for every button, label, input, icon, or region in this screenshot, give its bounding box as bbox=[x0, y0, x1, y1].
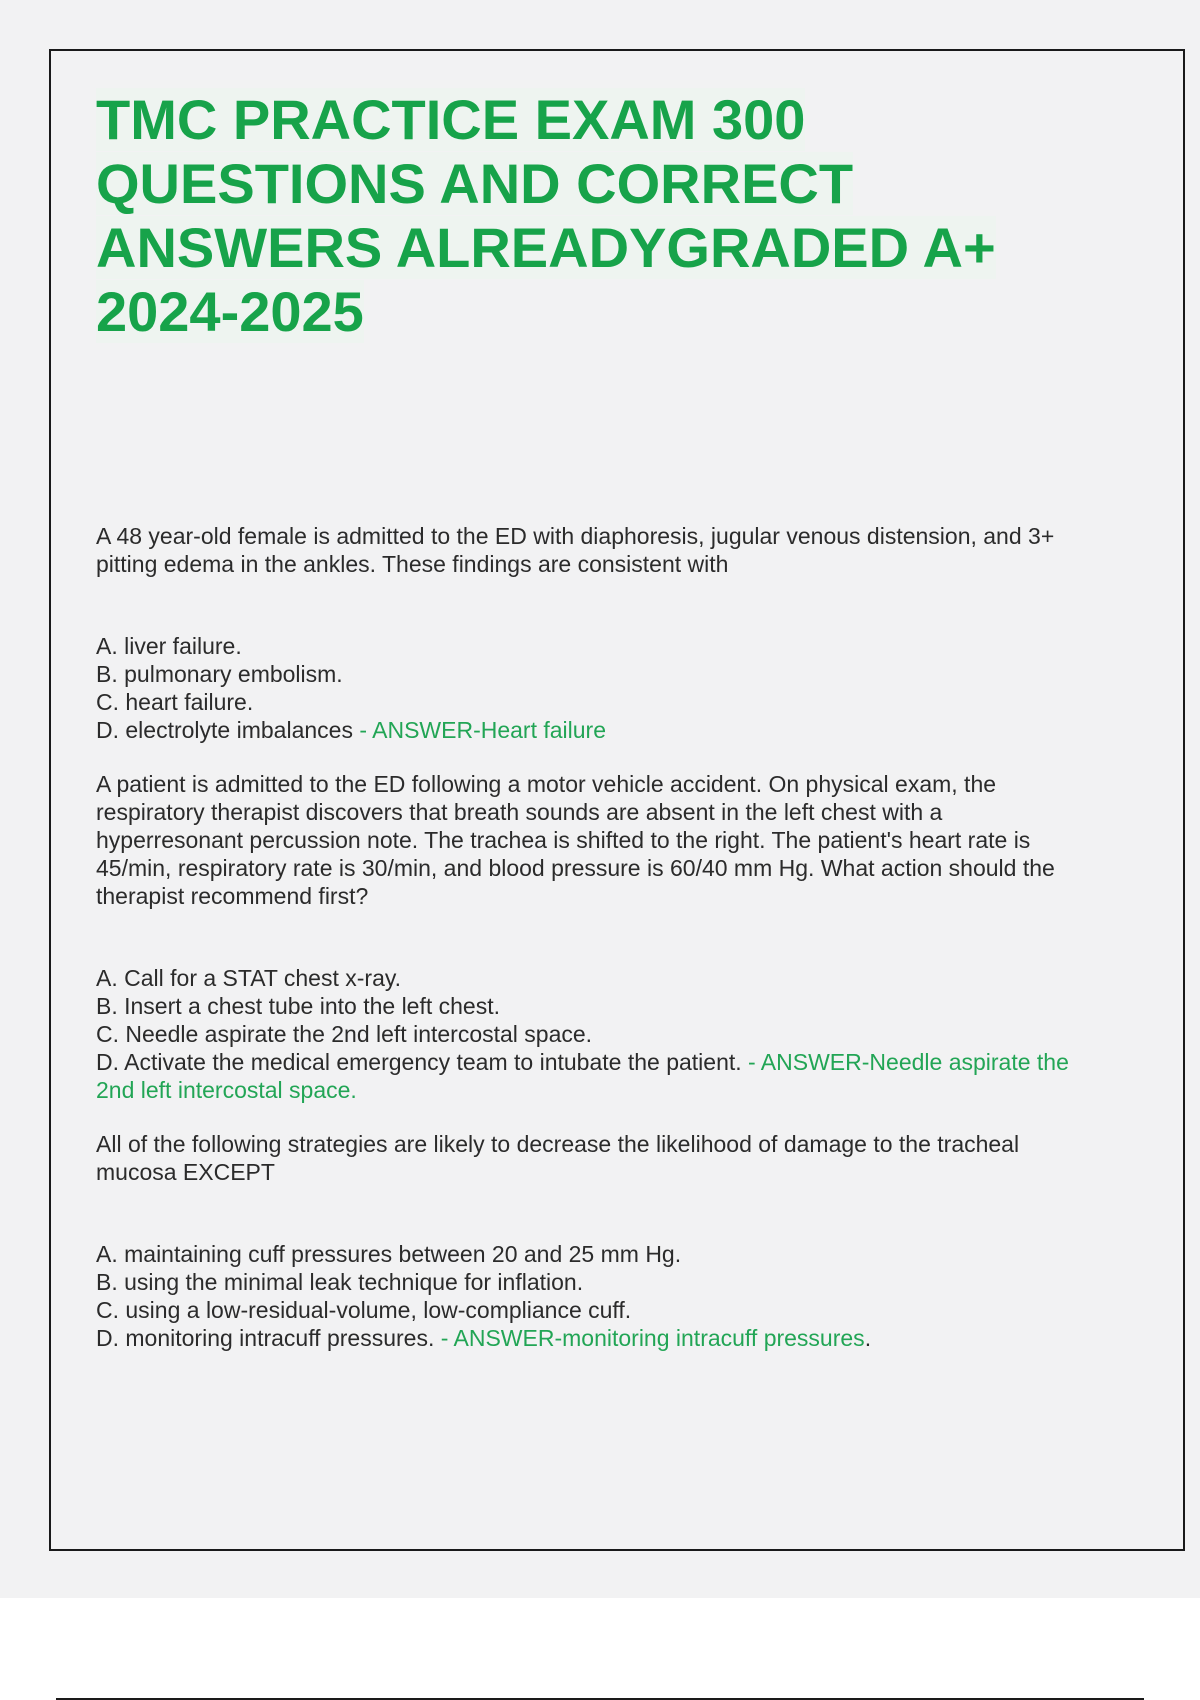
title-line-text: ANSWERS ALREADYGRADED A+ bbox=[96, 216, 996, 279]
document-title bbox=[96, 88, 1056, 344]
question-3-stem: All of the following strategies are likely to decrease the likelihood of damage to the tracheal mucosa EXCEPT bbox=[96, 1131, 1020, 1185]
title-line bbox=[96, 280, 364, 344]
answer-text: - ANSWER-monitoring intracuff pressures bbox=[434, 1325, 865, 1351]
choice-c: C. heart failure. bbox=[96, 689, 254, 715]
choice-d-text: D. monitoring intracuff pressures. bbox=[96, 1325, 435, 1351]
document-content bbox=[96, 88, 1076, 1352]
answer-suffix: . bbox=[864, 1325, 872, 1351]
choice-d-text: D. Activate the medical emergency team to intubate the patient. bbox=[96, 1049, 742, 1075]
choice-b: B. pulmonary embolism. bbox=[96, 661, 343, 687]
choice-b: B. using the minimal leak technique for inflation. bbox=[96, 1269, 584, 1295]
title-line bbox=[96, 88, 805, 152]
choice-d bbox=[96, 716, 1076, 744]
choice-a: A. maintaining cuff pressures between 20 and 25 mm Hg. bbox=[96, 1241, 682, 1267]
title-line-text: 2024-2025 bbox=[96, 280, 364, 343]
choice-d bbox=[96, 1324, 1076, 1352]
choice-c: C. using a low-residual-volume, low-compliance cuff. bbox=[96, 1297, 632, 1323]
question-2-stem: A patient is admitted to the ED following a motor vehicle accident. On physical exam, the respiratory therapist discovers that breath sounds are absent in the left chest with a hyperresonant percussion note. The trachea is shifted to the right. The patient's heart rate is 45/min, respiratory rate is 30/min, and blood pressure is 60/40 mm Hg. What action should the therapist recommend first? bbox=[96, 771, 1055, 909]
title-line bbox=[96, 216, 996, 280]
choice-c: C. Needle aspirate the 2nd left intercostal space. bbox=[96, 1021, 593, 1047]
choice-b: B. Insert a chest tube into the left chest. bbox=[96, 993, 501, 1019]
question-1-choices bbox=[96, 632, 1076, 744]
choice-d-text: D. electrolyte imbalances bbox=[96, 717, 353, 743]
title-line-text: TMC PRACTICE EXAM 300 bbox=[96, 88, 806, 151]
choice-a: A. liver failure. bbox=[96, 633, 242, 659]
answer-text: - ANSWER-Heart failure bbox=[352, 717, 607, 743]
choice-d bbox=[96, 1048, 1076, 1104]
title-line-text: QUESTIONS AND CORRECT bbox=[96, 152, 854, 215]
question-3-choices bbox=[96, 1240, 1076, 1352]
choice-a: A. Call for a STAT chest x-ray. bbox=[96, 965, 402, 991]
title-line bbox=[96, 152, 853, 216]
answer-text: - ANSWER-Needle aspirate the 2nd left intercostal space. bbox=[96, 1049, 1069, 1103]
question-2-choices bbox=[96, 964, 1076, 1104]
question-1-stem: A 48 year-old female is admitted to the ED with diaphoresis, jugular venous distension, and 3+ pitting edema in the ankles. These findings are consistent with bbox=[96, 523, 1055, 577]
